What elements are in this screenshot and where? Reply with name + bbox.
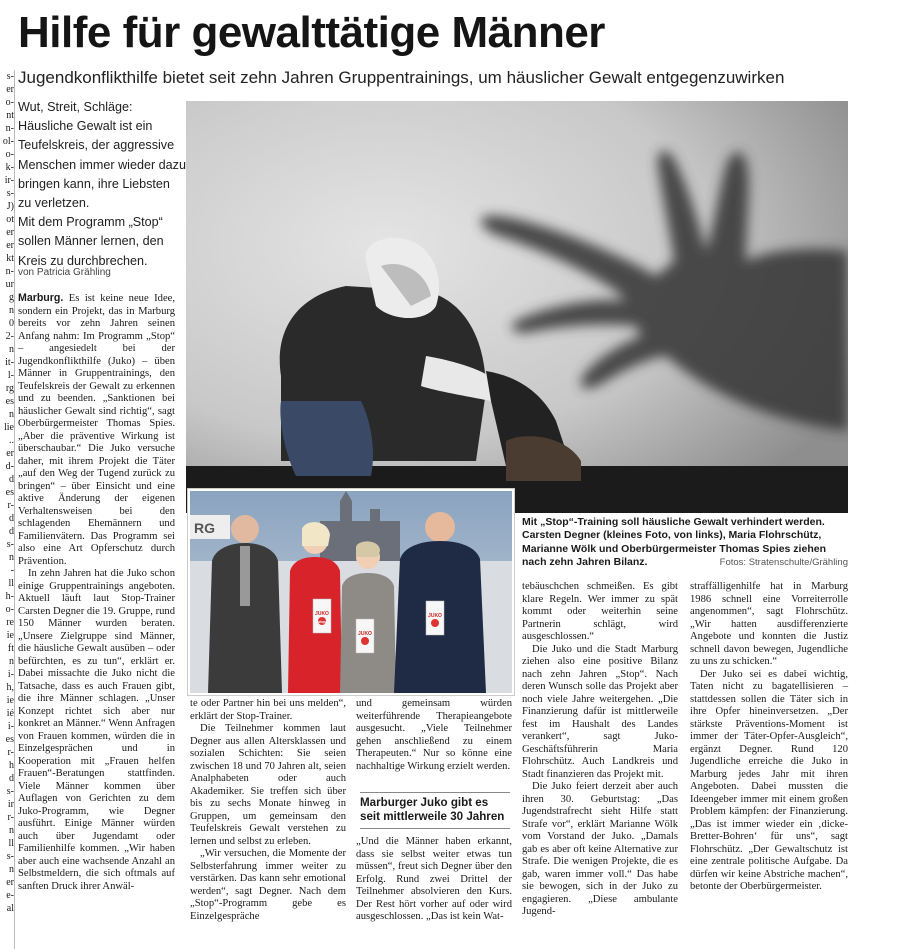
- body-text: Es ist keine neue Idee, sondern ein Projekt, das in Marburg bereits vor zehn Jahren seinen Anfang nahm: Im Programm „Stop“ – angesiedelt bei der Jugendkonflikthilfe (Juko) – üben Männer in Gruppentrainings, den Teufelskreis der Gewalt zu erkennen und zu beenden. „Sanktionen bei häuslicher Gewalt sind richtig“, sagt Oberbürgermeister Thomas Spies. „Aber die präventive Wirkung ist überschaubar.“ Die Juko versuche daher, mit ihrem Projekt die Täter „auf den Weg der Tugend zurück zu bringen“ – über Einsicht und eine aktive Änderung der eigenen Verhaltensweisen bei den schlagenden Ehemännern und Familienvätern. Das Programm sei also eine Art Opferschutz durch Prävention.: [18, 293, 175, 567]
- text-fragment: s-: [6, 188, 14, 199]
- text-fragment: g: [9, 292, 14, 303]
- body-paragraph: „Wir versuchen, die Momente der Selbsterfahrung immer weiter zu verstärken. Das kann sehr emotional werden“, sagt Degner. Nach dem „Stop“-Programm gebe es Einzelgespräche: [190, 848, 346, 922]
- text-fragment: es: [5, 487, 14, 498]
- body-paragraph: Die Teilnehmer kommen laut Degner aus allen Altersklassen und sozialen Schichten: Sie seien zwischen 18 und 70 Jahren alt, seien Analphabeten oder auch Akademiker. Sie treffen sich über bis zu sechs Monate hinweg in Gruppen, um gemeinsam den Teufelskreis Gewalt verstehen zu lernen und selbst zu erleben.: [190, 723, 346, 847]
- text-fragment: d: [9, 513, 14, 524]
- text-fragment: r-: [7, 747, 14, 758]
- main-photo: [186, 101, 848, 513]
- text-fragment: er: [6, 227, 14, 238]
- text-fragment: r-: [7, 812, 14, 823]
- text-fragment: ie: [6, 695, 14, 706]
- subhead-rule: [360, 828, 510, 829]
- text-fragment: er: [6, 84, 14, 95]
- text-fragment: k-: [5, 162, 14, 173]
- text-fragment: i-: [7, 669, 14, 680]
- text-fragment: h,: [6, 682, 14, 693]
- text-fragment: i-: [7, 721, 14, 732]
- neighbor-article-fragment: [0, 70, 14, 949]
- text-fragment: d: [9, 474, 14, 485]
- text-fragment: ir: [7, 799, 14, 810]
- photo-caption: [522, 516, 848, 570]
- text-fragment: 2-: [5, 331, 14, 342]
- text-fragment: nt: [6, 110, 14, 121]
- text-fragment: ir-: [4, 175, 14, 186]
- text-fragment: lie: [4, 422, 14, 433]
- text-fragment: o-: [5, 97, 14, 108]
- text-fragment: er: [6, 448, 14, 459]
- text-column-5: [690, 581, 848, 894]
- subheadline: Jugendkonflikthilfe bietet seit zehn Jahren Gruppentrainings, um häuslicher Gewalt entgegenzuwirken: [18, 68, 785, 87]
- text-fragment: o-: [5, 149, 14, 160]
- text-fragment: J): [6, 201, 14, 212]
- text-fragment: d-: [5, 461, 14, 472]
- body-paragraph: In zehn Jahren hat die Juko schon einige Gruppentrainings angeboten. Aktuell läuft laut Stop-Trainer Carsten Degner die 19. Gruppe, rund 150 Männer wurden beraten. „Unsere Zielgruppe sind Männer, die häusliche Gewalt ausüben – oder befürchten, es zu tun“, erklärt er. Dabei missachte die Juko nicht die Tatsache, dass es auch Frauen gibt, die ihre Männer schlagen. „Unser Konzept richtet sich aber nur konkret an Männer.“ Wenn Anfragen von Frauen kommen, würden die in Einzelgesprächen und in Kooperation mit „Frauen helfen Frauen“-Beratungen stattfinden. Viele Männer kommen über Auflagen von Gerichten zu dem Juko-Programm, wie Degner ausführt. Einige Männer würden auch über Jugendamt oder Familienhilfe kommen. „Wir haben aber auch eine wachsende Anzahl an Selbstmeldern, die sich oftmals auf sanften Druck ihrer Anwäl-: [18, 568, 175, 892]
- text-fragment: ll: [8, 578, 14, 589]
- text-fragment: re: [6, 617, 14, 628]
- body-paragraph: straffälligenhilfe hat in Marburg 1986 schnell eine Vorreiterrolle angenommen“, sagt Flohrschütz. „Wir hatten ausdifferenzierte Angebote und konnten die Justiz schnell davon bewegen, Jugendliche zu uns zu schicken.“: [690, 581, 848, 667]
- text-fragment: d: [9, 773, 14, 784]
- flyer-text: JUKO: [428, 613, 442, 619]
- flyer-text: JUKO: [315, 611, 329, 617]
- text-fragment: n: [9, 656, 14, 667]
- text-fragment: r-: [7, 500, 14, 511]
- body-paragraph: Die Juko feiert derzeit aber auch ihren 30. Geburtstag: „Das Jugendstrafrecht sieht Hilfe statt Strafe vor“, erklärt Marianne Wölk vom Vorstand der Juko. „Damals gab es aber oft keine Alternative zur Strafe. Die wenigen Projekte, die es gab, waren immer voll.“ Das habe sie bewogen, sich in der Juko zu engagieren. „Diese ambulante Jugend-: [522, 781, 678, 917]
- text-fragment: d: [9, 526, 14, 537]
- teaser: [18, 98, 186, 271]
- text-fragment: -: [10, 565, 14, 576]
- text-fragment: ft: [7, 643, 14, 654]
- headline: Hilfe für gewalttätige Männer: [18, 8, 605, 57]
- text-fragment: s-: [6, 851, 14, 862]
- body-paragraph: [18, 292, 175, 568]
- text-fragment: s-: [6, 71, 14, 82]
- teaser-paragraph: Mit dem Programm „Stop“ sollen Männer lernen, den Kreis zu durchbrechen.: [18, 215, 164, 268]
- text-fragment: es: [5, 396, 14, 407]
- text-fragment: ur: [5, 279, 14, 290]
- caption-text: Mit „Stop“-Training soll häusliche Gewalt verhindert werden. Carsten Degner (kleines Foto, von links), Maria Flohrschütz, Marianne Wölk und Oberbürgermeister Thomas Spies ziehen nach zehn Jahren Bilanz.: [522, 516, 826, 569]
- text-fragment: n: [9, 409, 14, 420]
- text-fragment: n: [9, 825, 14, 836]
- text-fragment: ié: [6, 708, 14, 719]
- group-photo-illustration: [190, 491, 512, 693]
- column-divider: [14, 70, 15, 949]
- text-fragment: s-: [6, 539, 14, 550]
- text-fragment: n: [9, 864, 14, 875]
- text-fragment: kt: [6, 253, 14, 264]
- body-paragraph: „Und die Männer haben erkannt, dass sie selbst weiter etwas tun müssen“, freut sich Degner über den Erfolg. Rund zwei Drittel der Teilnehmer absolvieren den Kurs. Der Rest hört vorher auf oder wird ausgeschlossen. „Das ist kein Wat-: [356, 836, 512, 922]
- teaser-paragraph: Wut, Streit, Schläge: Häusliche Gewalt ist ein Teufelskreis, der aggressive Menschen immer wieder dazu bringen kann, ihre Liebsten zu verletzen.: [18, 100, 186, 211]
- body-paragraph: Der Juko sei es dabei wichtig, Taten nicht zu bagatellisieren – stattdessen sollen die Täter sich in ihre Opfer hineinversetzen. „Der stärkste Präventions-Moment ist immer der Täter-Opfer-Ausgleich“, ergänzt Degner. Rund 120 Jugendliche erreiche die Juko in Marburg jedes Jahr mit ihren Angeboten. Dabei mussten die Ideengeber immer mit einem großen Problem kämpfen: der Finanzierung. „Das ist immer wieder ein ‚dicke-Bretter-Bohren‘ für uns“, sagt Flohrschütz. „Der Gewaltschutz ist eine zentrale politische Aufgabe. Da dürfen wir keine Abstriche machen“, betonte der Oberbürgermeister.: [690, 668, 848, 892]
- text-fragment: ot: [6, 214, 14, 225]
- body-paragraph: te oder Partner hin bei uns melden“, erklärt der Stop-Trainer.: [190, 698, 346, 722]
- text-fragment: e-: [6, 890, 14, 901]
- text-fragment: n: [9, 305, 14, 316]
- text-fragment: rg: [5, 383, 14, 394]
- text-column-1: [18, 292, 175, 893]
- body-paragraph: tebäuschchen schmeißen. Es gibt klare Regeln. Wer immer zu spät kommt oder weiterhin seine Partnerin schlägt, wird ausgeschlossen.“: [522, 581, 678, 642]
- text-fragment: ll: [8, 838, 14, 849]
- byline: von Patricia Grähling: [18, 267, 111, 278]
- flyer-text: JUKO: [358, 631, 372, 637]
- text-column-2: [190, 698, 346, 923]
- text-fragment: 0: [9, 318, 14, 329]
- stop-icon: [361, 637, 369, 645]
- inset-photo: [188, 489, 514, 695]
- text-fragment: n-: [5, 266, 14, 277]
- subheading: Marburger Juko gibt es seit mittlerweile 30 Jahren: [360, 796, 505, 823]
- body-paragraph: und gemeinsam würden weiterführende Therapieangebote ausgesucht. „Viele Teilnehmer gehen anschließend zu einem Therapeuten.“ Nur so könne eine nachhaltige Wirkung erzielt werden.: [356, 698, 512, 772]
- text-fragment: o-: [5, 604, 14, 615]
- text-fragment: n: [9, 344, 14, 355]
- text-fragment: ..: [9, 435, 14, 446]
- subhead-rule: [360, 792, 510, 793]
- text-fragment: er: [6, 877, 14, 888]
- text-fragment: er: [6, 240, 14, 251]
- text-fragment: l-: [7, 370, 14, 381]
- flyer-stop-text: stop: [318, 620, 326, 624]
- text-fragment: n-: [5, 123, 14, 134]
- text-fragment: s-: [6, 786, 14, 797]
- text-fragment: it-: [5, 357, 14, 368]
- backdrop-text: RG: [194, 520, 215, 536]
- text-fragment: ie: [6, 630, 14, 641]
- text-fragment: al: [6, 903, 14, 914]
- dateline: Marburg.: [18, 292, 64, 304]
- text-column-3: [356, 698, 512, 773]
- stop-icon: [431, 619, 439, 627]
- text-fragment: es: [5, 734, 14, 745]
- text-fragment: h-: [5, 591, 14, 602]
- text-fragment: h: [9, 760, 14, 771]
- text-column-3b: [356, 836, 512, 924]
- text-fragment: ol-: [2, 136, 14, 147]
- body-paragraph: Die Juko und die Stadt Marburg ziehen also eine positive Bilanz nach zehn Jahren „Stop“. Nach deren Wunsch solle das Projekt aber noch viele Jahre weitergehen. „Die Finanzierung dafür ist mittlerweile fest im Haushalt des Landes verankert“, sagt Juko-Geschäftsführerin Maria Flohrschütz. Auch Landkreis und Stadt finanzieren das Projekt mit.: [522, 643, 678, 780]
- text-column-4: [522, 581, 678, 919]
- photo-illustration: [186, 101, 848, 513]
- photo-credit: Fotos: Stratenschulte/Grähling: [719, 557, 848, 569]
- text-fragment: n: [9, 552, 14, 563]
